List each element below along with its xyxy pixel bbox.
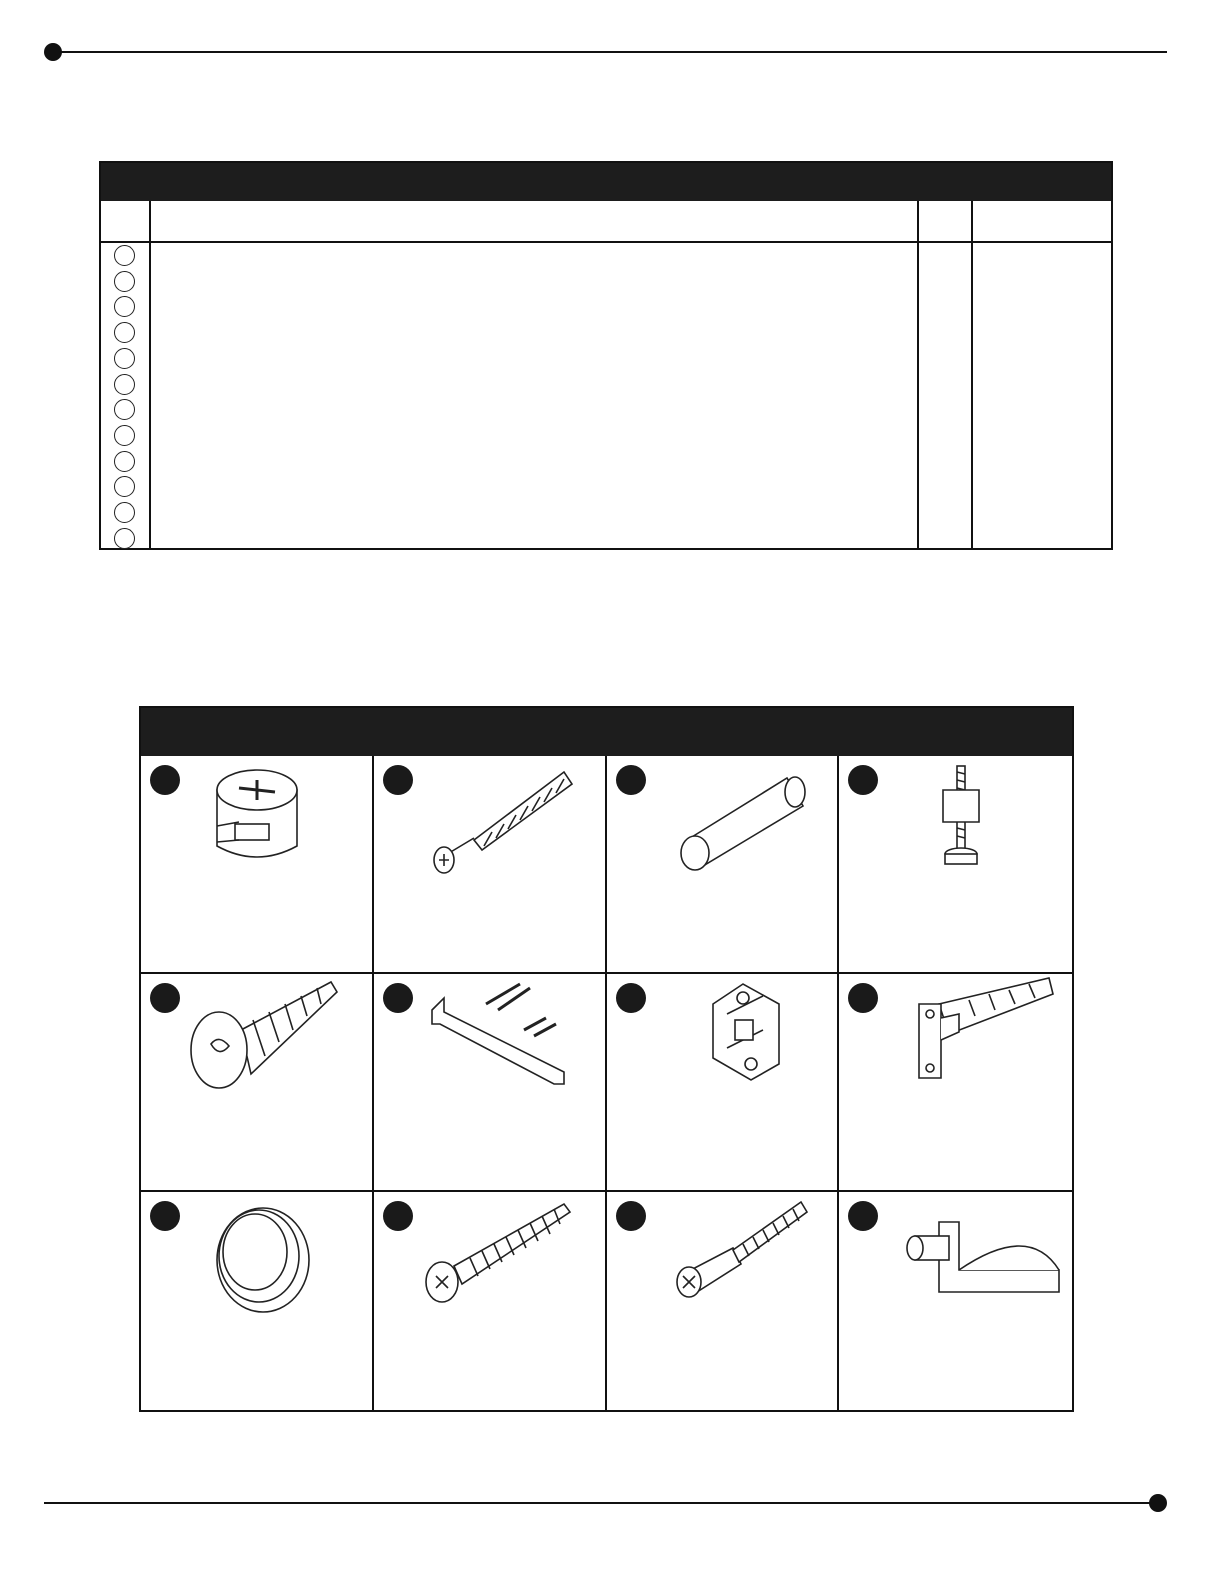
hardware-letter-badge <box>848 983 878 1013</box>
part-number-circle <box>114 502 135 523</box>
part-number-circle <box>114 399 135 420</box>
hardware-letter-badge <box>383 765 413 795</box>
top-rule <box>52 51 1167 53</box>
hardware-cell <box>607 974 840 1192</box>
col-divider <box>149 201 151 548</box>
hardware-cell <box>607 756 840 974</box>
hardware-cell <box>607 1192 840 1410</box>
part-number-circle <box>114 296 135 317</box>
hardware-grid <box>141 756 1072 1410</box>
hardware-cell <box>839 974 1072 1192</box>
hardware-letter-badge <box>616 765 646 795</box>
confirmat-screw-icon <box>647 1192 837 1332</box>
col-dimensions-header <box>973 201 1111 241</box>
pan-head-screw-icon <box>181 974 371 1114</box>
hardware-cell <box>141 974 374 1192</box>
hardware-cell <box>374 756 607 974</box>
hardware-letter-badge <box>848 765 878 795</box>
part-number-circle <box>114 374 135 395</box>
part-number-circle <box>114 476 135 497</box>
part-number-circle <box>114 245 135 266</box>
cam-bolt-icon <box>414 756 604 896</box>
shelf-pin-icon <box>879 1192 1069 1332</box>
col-qty-header <box>919 201 971 241</box>
parts-list-table <box>99 161 1113 550</box>
hardware-cell <box>141 1192 374 1410</box>
part-number-circle <box>114 528 135 549</box>
hardware-letter-badge <box>150 765 180 795</box>
part-number-circle <box>114 425 135 446</box>
top-rule-dot <box>44 43 62 61</box>
part-number-circle <box>114 271 135 292</box>
hardware-cell <box>141 756 374 974</box>
col-number-header <box>101 201 149 241</box>
hardware-letter-badge <box>848 1201 878 1231</box>
parts-column-headers <box>101 201 1111 243</box>
hardware-cell <box>374 1192 607 1410</box>
hardware-letter-badge <box>383 983 413 1013</box>
flat-head-wood-screw-icon <box>414 1192 604 1332</box>
cam-lock-icon <box>181 756 371 896</box>
hardware-letter-badge <box>383 1201 413 1231</box>
col-description-header <box>151 201 917 241</box>
cabinet-hinge-icon <box>879 974 1069 1114</box>
hardware-letter-badge <box>150 1201 180 1231</box>
leveling-leg-icon <box>879 756 1069 896</box>
parts-table-header <box>101 163 1111 201</box>
col-divider <box>917 201 919 548</box>
hardware-table-header <box>141 708 1072 756</box>
hardware-cell <box>839 756 1072 974</box>
hardware-cell <box>839 1192 1072 1410</box>
hinge-mounting-plate-icon <box>647 974 837 1114</box>
wood-dowel-icon <box>647 756 837 896</box>
part-number-circle <box>114 451 135 472</box>
door-handle-with-screws-icon <box>414 974 604 1114</box>
hardware-table <box>139 706 1074 1412</box>
hardware-letter-badge <box>150 983 180 1013</box>
bottom-rule <box>44 1502 1159 1504</box>
bumper-pad-icon <box>181 1192 371 1332</box>
hardware-letter-badge <box>616 983 646 1013</box>
part-number-circle <box>114 322 135 343</box>
col-divider <box>971 201 973 548</box>
hardware-letter-badge <box>616 1201 646 1231</box>
part-number-circle <box>114 348 135 369</box>
bottom-rule-dot <box>1149 1494 1167 1512</box>
hardware-cell <box>374 974 607 1192</box>
